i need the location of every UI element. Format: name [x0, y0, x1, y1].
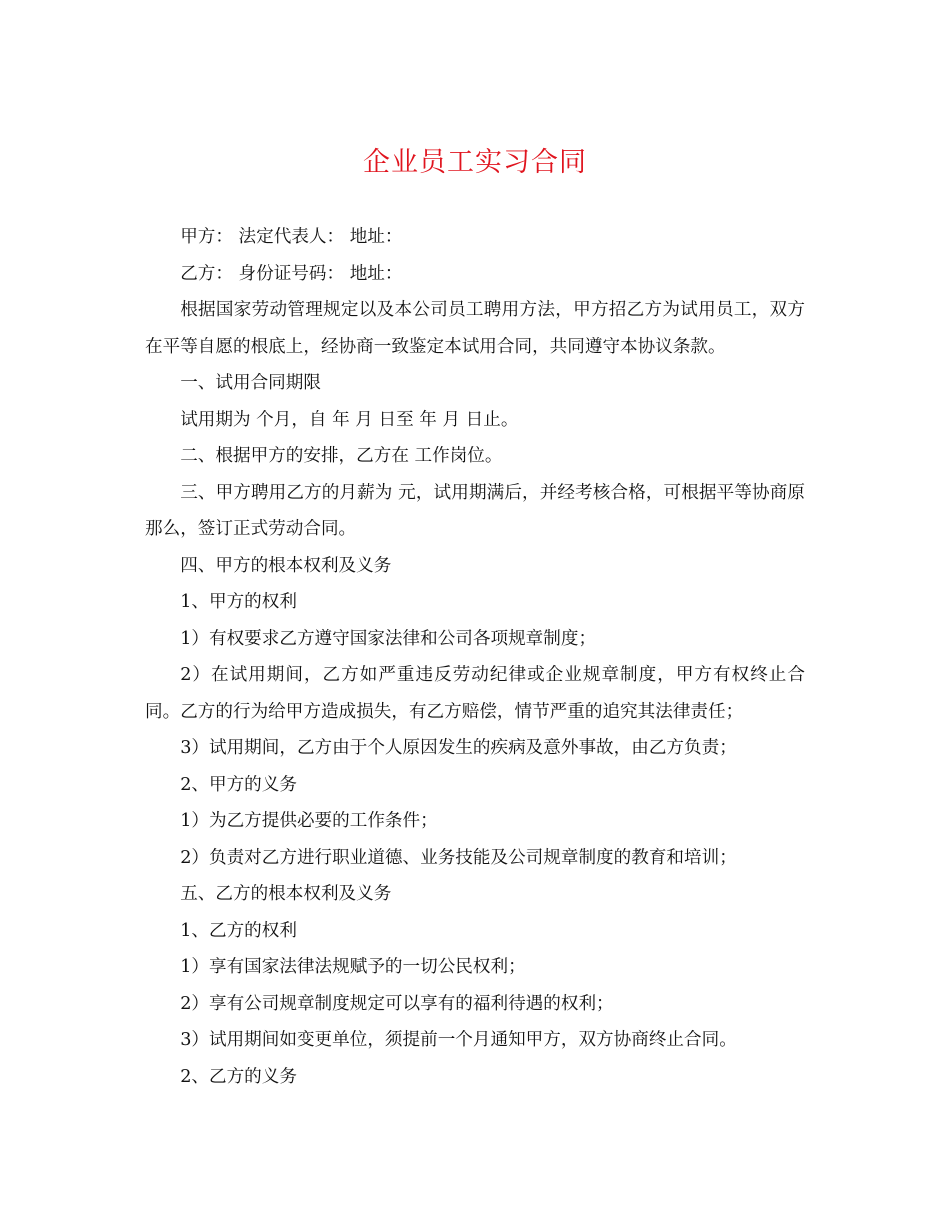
list-item: 1）有权要求乙方遵守国家法律和公司各项规章制度； — [180, 628, 597, 649]
party-a-line: 甲方： 法定代表人： 地址： — [180, 227, 403, 247]
list-item: 3）试用期间，乙方由于个人原因发生的疾病及意外事故，由乙方负责； — [180, 738, 737, 758]
subsection-heading: 2、乙方的义务 — [180, 1066, 297, 1087]
party-b-line: 乙方： 身份证号码： 地址： — [180, 263, 403, 284]
subsection-heading: 1、甲方的权利 — [180, 592, 297, 612]
list-item: 2）负责对乙方进行职业道德、业务技能及公司规章制度的教育和培训； — [180, 847, 737, 868]
list-item: 3）试用期间如变更单位，须提前一个月通知甲方，双方协商终止合同。 — [180, 1030, 737, 1050]
list-item: 2）在试用期间，乙方如严重违反劳动纪律或企业规章制度，甲方有权终止合同。乙方的行为给甲方造成损失，有乙方赔偿，情节严重的追究其法律责任； — [145, 665, 805, 722]
preamble-paragraph: 根据国家劳动管理规定以及本公司员工聘用方法，甲方招乙方为试用员工，双方在平等自愿的根底上，经协商一致鉴定本试用合同，共同遵守本协议条款。 — [145, 300, 805, 357]
list-item: 1）为乙方提供必要的工作条件； — [180, 811, 438, 831]
document-body — [145, 219, 805, 1095]
list-item: 1）享有国家法律法规赋予的一切公民权利； — [180, 957, 526, 977]
document-title: 企业员工实习合同 — [363, 147, 587, 178]
list-item: 2）享有公司规章制度规定可以享有的福利待遇的权利； — [180, 993, 614, 1014]
section-heading: 三、甲方聘用乙方的月薪为 元，试用期满后，并经考核合格，可根据平等协商原那么，签订正式劳动合同。 — [145, 482, 805, 539]
section-heading: 四、甲方的根本权利及义务 — [180, 555, 392, 576]
section-heading: 一、试用合同期限 — [180, 373, 321, 393]
section-heading: 二、根据甲方的安排，乙方在 工作岗位。 — [180, 446, 503, 466]
paragraph: 试用期为 个月，自 年 月 日至 年 月 日止。 — [180, 409, 519, 430]
subsection-heading: 2、甲方的义务 — [180, 774, 297, 795]
subsection-heading: 1、乙方的权利 — [180, 920, 297, 941]
section-heading: 五、乙方的根本权利及义务 — [180, 884, 392, 904]
